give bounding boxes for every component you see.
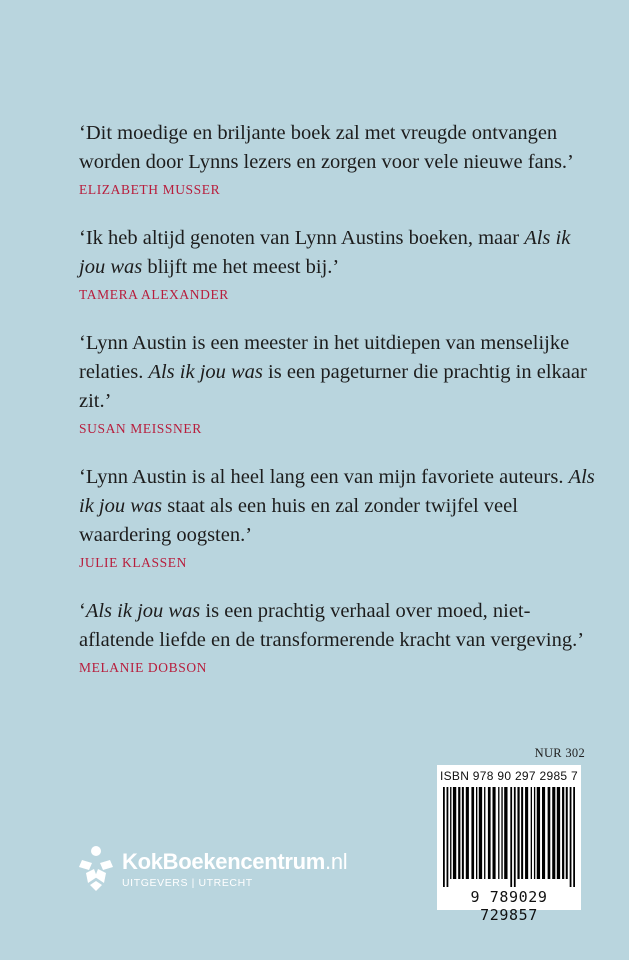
barcode-bar bbox=[450, 787, 451, 879]
isbn-label: ISBN 978 90 297 2985 7 bbox=[439, 769, 579, 783]
quote-author: SUSAN MEISSNER bbox=[79, 421, 202, 436]
barcode-bar bbox=[542, 787, 545, 879]
barcode-bar bbox=[453, 787, 456, 879]
barcode-bar bbox=[466, 787, 469, 879]
barcode-bar bbox=[570, 787, 572, 887]
quote-author: TAMERA ALEXANDER bbox=[79, 287, 229, 302]
barcode-bar bbox=[531, 787, 532, 879]
endorsement bbox=[79, 224, 599, 304]
quote-author: ELIZABETH MUSSER bbox=[79, 182, 221, 197]
quote-text: ‘Als ik jou was is een prachtig verhaal over moed, niet-aflatende liefde en de transformerende kracht van vergeving.’ bbox=[79, 600, 585, 651]
barcode-bar bbox=[552, 787, 555, 879]
barcode-bar bbox=[562, 787, 564, 879]
barcode-bar bbox=[548, 787, 551, 879]
kok-boekencentrum-logo-icon bbox=[76, 843, 116, 893]
barcode-bar bbox=[504, 787, 507, 879]
barcode-bar bbox=[476, 787, 477, 879]
endorsement bbox=[79, 597, 599, 677]
barcode-bar bbox=[537, 787, 540, 879]
endorsement bbox=[79, 329, 599, 438]
nur-code: NUR 302 bbox=[534, 746, 585, 760]
quote-text: ‘Lynn Austin is een meester in het uitdiepen van menselijke relaties. Als ik jou was is een pageturner die prachtig in elkaar zit.’ bbox=[79, 332, 587, 412]
barcode-bar bbox=[493, 787, 496, 879]
barcode-bar bbox=[447, 787, 449, 887]
quote-text: ‘Dit moedige en briljante boek zal met vreugde ontvangen worden door Lynns lezers en zorgen voor vele nieuwe fans.’ bbox=[79, 122, 574, 173]
barcode-bar bbox=[525, 787, 528, 879]
barcode-bar bbox=[498, 787, 499, 879]
publisher-logo bbox=[76, 843, 376, 893]
book-title-italic: Als ik jou was bbox=[148, 361, 263, 383]
barcode-bar bbox=[521, 787, 523, 879]
barcode-bars bbox=[443, 787, 575, 887]
barcode-bar bbox=[501, 787, 502, 879]
publisher-name: KokBoekencentrum.nl bbox=[122, 849, 348, 874]
barcode-bar bbox=[479, 787, 482, 879]
endorsement bbox=[79, 119, 599, 199]
barcode-bar bbox=[566, 787, 568, 879]
quote-text: ‘Ik heb altijd genoten van Lynn Austins boeken, maar Als ik jou was blijft me het meest bij.’ bbox=[79, 227, 571, 278]
endorsements bbox=[79, 119, 599, 702]
quote-author: MELANIE DOBSON bbox=[79, 660, 208, 675]
quote-author: JULIE KLASSEN bbox=[79, 555, 187, 570]
barcode-bar bbox=[484, 787, 485, 879]
barcode-bar bbox=[557, 787, 560, 879]
barcode-bar bbox=[458, 787, 460, 879]
barcode-digits: 9 789029 729857 bbox=[470, 888, 548, 924]
book-title-italic: Als ik jou was bbox=[79, 227, 571, 278]
isbn-barcode bbox=[437, 765, 581, 924]
book-title-italic: Als ik jou was bbox=[79, 466, 595, 517]
barcode-bar bbox=[514, 787, 516, 887]
barcode-bar bbox=[517, 787, 519, 879]
endorsement bbox=[79, 463, 599, 572]
book-title-italic: Als ik jou was bbox=[85, 600, 201, 622]
barcode-bar bbox=[510, 787, 512, 887]
barcode-bar bbox=[488, 787, 491, 879]
quote-text: ‘Lynn Austin is al heel lang een van mijn favoriete auteurs. Als ik jou was staat als een huis en zal zonder twijfel veel waardering oogsten.’ bbox=[79, 466, 595, 546]
barcode-bar bbox=[443, 787, 445, 887]
barcode-bar bbox=[573, 787, 575, 887]
barcode-bar bbox=[462, 787, 464, 879]
publisher-tagline: UITGEVERS | UTRECHT bbox=[122, 877, 253, 889]
barcode-bar bbox=[534, 787, 535, 879]
barcode-bar bbox=[471, 787, 474, 879]
